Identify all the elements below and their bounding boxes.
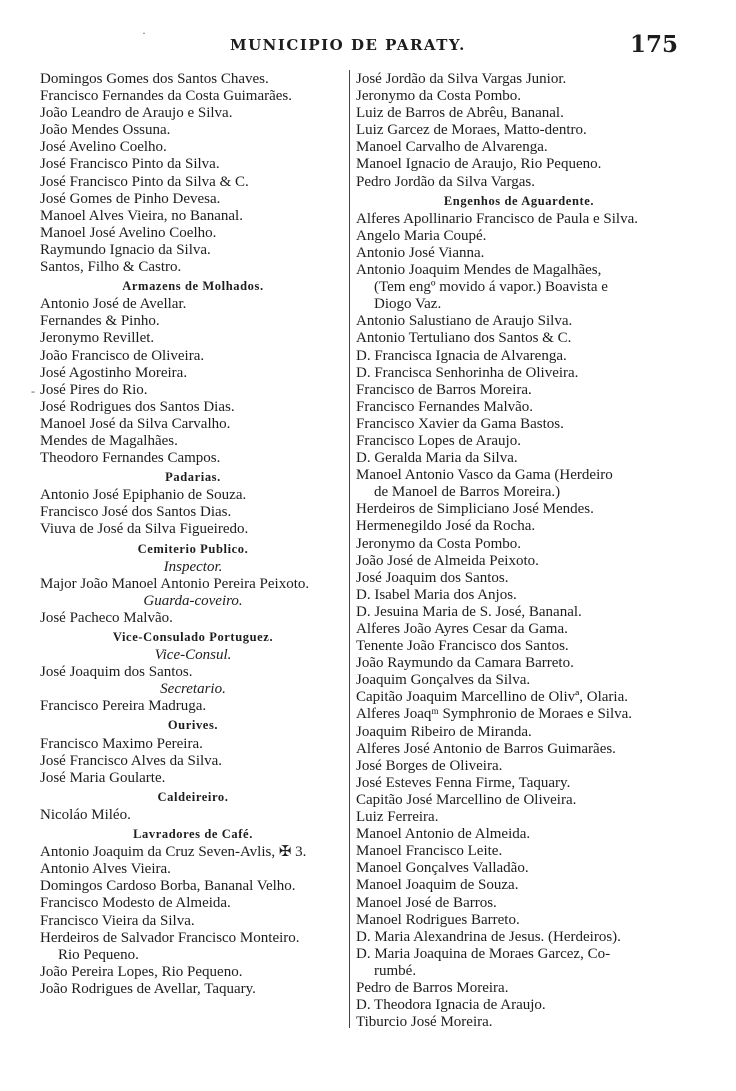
entry-line: José Gomes de Pinho Devesa. [40, 190, 221, 207]
entry-line: Pedro de Barros Moreira. [356, 979, 509, 996]
entry-line: João Francisco de Oliveira. [40, 347, 205, 364]
section-heading: Cemiterio Publico. [137, 541, 249, 556]
entry-line: Santos, Filho & Castro. [40, 259, 182, 276]
entry-line: João Rodrigues de Avellar, Taquary. [40, 980, 256, 997]
entry-line: Antonio Joaquim Mendes de Magalhães, [356, 262, 602, 279]
entry-line: Francisco Maximo Pereira. [40, 735, 203, 752]
section-heading: Ourives. [167, 718, 219, 733]
entry-line: João Raymundo da Camara Barreto. [356, 655, 574, 672]
entry-line: Domingos Gomes dos Santos Chaves. [40, 71, 269, 87]
entry-line: Theodoro Fernandes Campos. [40, 450, 221, 467]
entry-line: Antonio José Vianna. [356, 244, 485, 261]
entry-line: Hermenegildo José da Rocha. [356, 518, 536, 535]
entry-line: Francisco Xavier da Gama Bastos. [356, 415, 564, 432]
entry-line: João Pereira Lopes, Rio Pequeno. [40, 963, 243, 980]
entry-line: Manoel Antonio de Almeida. [356, 826, 531, 843]
entry-line: Manoel José de Barros. [356, 894, 497, 911]
print-speck: · [142, 26, 146, 40]
entry-line: José Esteves Fenna Firme, Taquary. [356, 774, 571, 791]
section-heading: Armazens de Molhados. [122, 279, 264, 294]
entry-line: Manoel Rodrigues Barreto. [356, 911, 520, 928]
entry-line: Alferes Apollinario Francisco de Paula e Silva. [356, 210, 639, 227]
entry-continuation: Diogo Vaz. [374, 296, 442, 313]
entry-line: João Mendes Ossuna. [40, 122, 171, 139]
entry-line: Fernandes & Pinho. [40, 313, 160, 330]
entry-line: José Pacheco Malvão. [40, 609, 173, 626]
entry-line: Francisco Fernandes da Costa Guimarães. [40, 88, 293, 105]
role-subheading: Vice-Consul. [154, 647, 232, 664]
column-divider [349, 70, 350, 1028]
entry-line: José Francisco Pinto da Silva. [40, 156, 220, 173]
section-heading: Engenhos de Aguardente. [443, 193, 595, 208]
entry-continuation: rumbé. [374, 962, 417, 979]
entry-line: José Maria Goularte. [40, 769, 166, 786]
section [40, 71, 346, 276]
section [40, 826, 346, 998]
entry-line: José Avelino Coelho. [40, 139, 167, 156]
entry-line: D. Theodora Ignacia de Araujo. [356, 997, 546, 1014]
entry-line: Domingos Cardoso Borba, Bananal Velho. [40, 878, 296, 895]
entry-line: Alferes José Antonio de Barros Guimarães. [356, 740, 616, 757]
entry-line: Antonio Tertuliano dos Santos & C. [356, 330, 572, 347]
entry-line: Viuva de José da Silva Figueiredo. [40, 521, 249, 538]
section-heading: Lavradores de Café. [133, 827, 253, 842]
entry-line: Capitão Joaquim Marcellino de Olivª, Olaria. [356, 689, 628, 706]
entry-line: Manoel José Avelino Coelho. [40, 224, 217, 241]
entry-line: Jeronymo da Costa Pombo. [356, 88, 521, 105]
entry-line: José Rodrigues dos Santos Dias. [40, 398, 235, 415]
entry-line: Pedro Jordão da Silva Vargas. [356, 173, 536, 190]
section [40, 629, 346, 715]
entry-line: José Joaquim dos Santos. [356, 569, 509, 586]
section-heading: Vice-Consulado Portuguez. [112, 630, 274, 644]
entry-line: Herdeiros de Salvador Francisco Monteiro. [40, 929, 300, 946]
entry-line: D. Jesuina Maria de S. José, Bananal. [356, 603, 582, 620]
entry-line: D. Francisca Ignacia de Alvarenga. [356, 347, 567, 364]
role-subheading: Inspector. [163, 558, 223, 575]
right-column [356, 71, 682, 1031]
entry-line: Manoel Ignacio de Araujo, Rio Pequeno. [356, 156, 602, 173]
page-number: 175 [629, 31, 678, 58]
entry-line: D. Isabel Maria dos Anjos. [356, 586, 517, 603]
entry-line: Antonio José Epiphanio de Souza. [40, 487, 247, 504]
entry-line: Capitão José Marcellino de Oliveira. [356, 791, 577, 808]
entry-line: Jeronymo Revillet. [40, 330, 155, 347]
entry-line: Manoel Alves Vieira, no Bananal. [40, 207, 243, 224]
entry-line: Manoel Francisco Leite. [356, 843, 503, 860]
entry-line: Manoel Gonçalves Valladão. [356, 860, 529, 877]
section [40, 469, 346, 538]
section [356, 193, 682, 1032]
entry-line: Francisco Fernandes Malvão. [356, 398, 534, 415]
entry-line: João José de Almeida Peixoto. [356, 552, 539, 569]
entry-line: José Pires do Rio. [40, 381, 148, 398]
entry-line: Antonio Salustiano de Araujo Silva. [356, 313, 573, 330]
entry-line: Antonio Joaquim da Cruz Seven-Avlis, ✠ 3. [40, 844, 307, 861]
entry-line: Raymundo Ignacio da Silva. [40, 241, 211, 258]
entry-line: Nicoláo Miléo. [40, 806, 131, 823]
section [40, 789, 346, 824]
entry-line: José Francisco Pinto da Silva & C. [40, 173, 249, 190]
entry-line: Antonio José de Avellar. [40, 296, 187, 313]
section-heading: Caldeireiro. [157, 789, 229, 804]
entry-line: Manoel Antonio Vasco da Gama (Herdeiro [356, 467, 613, 484]
entry-line: Manoel Joaquim de Souza. [356, 877, 519, 894]
entry-line: Francisco de Barros Moreira. [356, 381, 532, 398]
entry-line: João Leandro de Araujo e Silva. [40, 105, 233, 122]
entry-line: José Borges de Oliveira. [356, 757, 503, 774]
entry-continuation: (Tem engº movido á vapor.) Boavista e [374, 279, 608, 296]
entry-line: Luiz Ferreira. [356, 809, 439, 826]
entry-line: D. Maria Alexandrina de Jesus. (Herdeiros). [356, 928, 621, 945]
entry-line: Francisco Lopes de Araujo. [356, 432, 521, 449]
margin-tick: - [31, 384, 35, 398]
entry-line: Luiz de Barros de Abrêu, Bananal. [356, 105, 564, 122]
entry-line: Antonio Alves Vieira. [40, 861, 171, 878]
entry-line: Herdeiros de Simpliciano José Mendes. [356, 501, 594, 518]
entry-line: José Joaquim dos Santos. [40, 664, 193, 681]
running-header: MUNICIPIO DE PARATY. [230, 36, 466, 54]
entry-line: José Agostinho Moreira. [40, 364, 188, 381]
entry-line: Alferes João Ayres Cesar da Gama. [356, 621, 568, 637]
entry-line: D. Geralda Maria da Silva. [356, 450, 518, 467]
entry-line: Major João Manoel Antonio Pereira Peixoto. [40, 575, 310, 592]
section [40, 717, 346, 786]
entry-line: Francisco Modesto de Almeida. [40, 895, 231, 912]
entry-line: José Francisco Alves da Silva. [40, 752, 223, 769]
entry-line: D. Maria Joaquina de Moraes Garcez, Co- [356, 945, 611, 962]
entry-line: Manoel Carvalho de Alvarenga. [356, 139, 548, 156]
entry-line: Tiburcio José Moreira. [356, 1014, 493, 1031]
entry-continuation: Rio Pequeno. [58, 946, 139, 963]
entry-line: José Jordão da Silva Vargas Junior. [356, 71, 567, 87]
entry-continuation: de Manoel de Barros Moreira.) [374, 484, 561, 501]
entry-line: D. Francisca Senhorinha de Oliveira. [356, 364, 579, 381]
entry-line: Joaquim Gonçalves da Silva. [356, 672, 531, 689]
entry-line: Alferes Joaqᵐ Symphronio de Moraes e Silva. [356, 706, 633, 723]
role-subheading: Guarda-coveiro. [143, 592, 243, 609]
section-heading: Padarias. [165, 470, 221, 485]
entry-line: Tenente João Francisco dos Santos. [356, 638, 569, 655]
entry-line: Francisco José dos Santos Dias. [40, 504, 232, 521]
entry-line: Francisco Pereira Madruga. [40, 698, 207, 715]
section [40, 278, 346, 467]
entry-line: Angelo Maria Coupé. [356, 227, 487, 244]
section [356, 71, 682, 191]
entry-line: Joaquim Ribeiro de Miranda. [356, 723, 532, 740]
left-column [40, 71, 346, 998]
role-subheading: Secretario. [160, 681, 226, 698]
section [40, 541, 346, 627]
entry-line: Jeronymo da Costa Pombo. [356, 535, 521, 552]
entry-line: Mendes de Magalhães. [40, 432, 178, 449]
entry-line: Manoel José da Silva Carvalho. [40, 415, 231, 432]
entry-line: Francisco Vieira da Silva. [40, 912, 195, 929]
entry-line: Luiz Garcez de Moraes, Matto-dentro. [356, 122, 587, 139]
